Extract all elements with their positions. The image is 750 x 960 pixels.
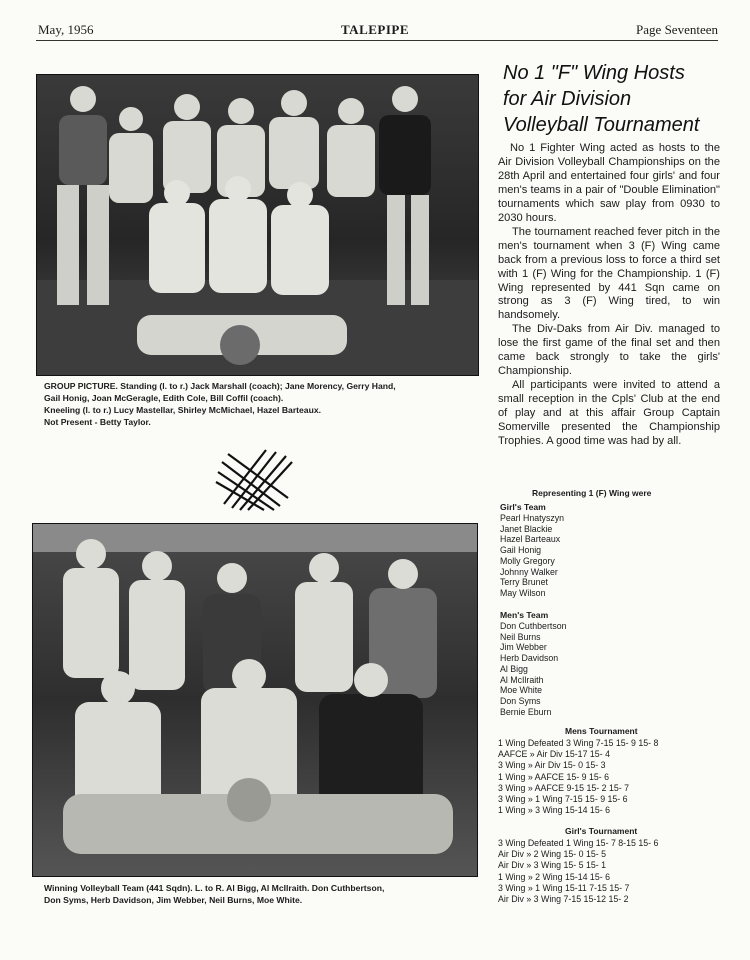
list-item: May Wilson — [500, 587, 546, 598]
list-item: Janet Blackie — [500, 523, 553, 534]
table-row: 1 Wing » 3 Wing 15-14 15- 6 — [498, 805, 610, 816]
caption-line: Not Present - Betty Taylor. — [44, 417, 151, 427]
crosshatch-ornament-icon — [214, 448, 294, 512]
list-item: Hazel Barteaux — [500, 534, 561, 545]
list-item: Al Bigg — [500, 663, 528, 674]
list-item: Herb Davidson — [500, 653, 559, 664]
caption-line: Winning Volleyball Team (441 Sqdn). L. to R. Al Bigg, Al McIlraith. Don Cuthbertson, — [44, 883, 385, 893]
article-paragraph: The Div-Daks from Air Div. managed to lose the first game of the final set and then came back strongly to take the girls' Championship. — [498, 323, 720, 378]
table-row: 1 Wing Defeated 3 Wing 7-15 15- 9 15- 8 — [498, 738, 659, 748]
girls-tournament-title: Girl's Tournament — [565, 826, 638, 836]
article-headline — [503, 60, 723, 138]
list-item: Johnny Walker — [500, 566, 558, 577]
table-row: 3 Wing Defeated 1 Wing 15- 7 8-15 15- 6 — [498, 838, 659, 848]
article-paragraph: All participants were invited to attend a small reception in the Cpls' Club at the end of play and at this affair Group Captain Somerville presented the Championship Trophies. A good time was had by all. — [498, 379, 720, 448]
table-row: Air Div » 3 Wing 15- 5 15- 1 — [498, 860, 607, 871]
table-row: Air Div » 2 Wing 15- 0 15- 5 — [498, 849, 607, 860]
list-item: Neil Burns — [500, 631, 541, 642]
mens-team-heading: Men's Team — [500, 610, 549, 620]
table-row: 1 Wing » 2 Wing 15-14 15- 6 — [498, 871, 610, 882]
list-item: Al McIlraith — [500, 674, 544, 685]
list-item: Don Cuthbertson — [500, 621, 567, 631]
article-paragraph: The tournament reached fever pitch in the men's tournament when 3 (F) Wing came back from a previous loss to force a third set with 1 (F) Wing for the Championship. 1 (F) Wing represented by 441 Sqn came on strong as 3 (F) Wing tired, to win handsomely. — [498, 225, 720, 322]
girls-results-table — [498, 838, 658, 905]
table-row: 1 Wing » AAFCE 15- 9 15- 6 — [498, 771, 609, 782]
article-body — [498, 142, 720, 449]
caption-line: Don Syms, Herb Davidson, Jim Webber, Neil Burns, Moe White. — [44, 895, 303, 905]
list-item: Terry Brunet — [500, 577, 548, 588]
headline-line: Volleyball Tournament — [503, 114, 700, 136]
list-item: Don Syms — [500, 695, 541, 706]
list-item: Jim Webber — [500, 642, 547, 653]
header-rule — [36, 40, 718, 41]
group-photo — [36, 74, 479, 376]
page-number: Page Seventeen — [636, 22, 718, 37]
headline-line: No 1 "F" Wing Hosts — [503, 62, 685, 84]
mens-results-table — [498, 738, 658, 816]
table-row: Air Div » 3 Wing 7-15 15-12 15- 2 — [498, 894, 629, 905]
caption-line: GROUP PICTURE. Standing (l. to r.) Jack Marshall (coach); Jane Morency, Gerry Hand, — [44, 381, 396, 391]
girls-team-heading: Girl's Team — [500, 502, 546, 512]
list-item: Molly Gregory — [500, 555, 555, 566]
caption-line: Kneeling (l. to r.) Lucy Mastellar, Shirley McMichael, Hazel Barteaux. — [44, 405, 321, 415]
magazine-title: TALEPIPE — [340, 22, 410, 37]
issue-date: May, 1956 — [38, 22, 94, 37]
mens-team-list — [500, 621, 567, 717]
list-item: Pearl Hnatyszyn — [500, 513, 565, 523]
table-row: AAFCE » Air Div 15-17 15- 4 — [498, 749, 610, 760]
table-row: 3 Wing » AAFCE 9-15 15- 2 15- 7 — [498, 782, 630, 793]
winning-team-photo — [32, 523, 478, 877]
headline-line: for Air Division — [503, 88, 632, 110]
caption-line: Gail Honig, Joan McGeragle, Edith Cole, Bill Coffil (coach). — [44, 393, 284, 403]
table-row: 3 Wing » 1 Wing 15-11 7-15 15- 7 — [498, 882, 630, 893]
winning-team-caption — [44, 882, 476, 906]
list-item: Bernie Eburn — [500, 706, 552, 717]
article-paragraph: No 1 Fighter Wing acted as hosts to the Air Division Volleyball Championships on the 28th April and entertained four girls' and four men's teams in a pair of "Double Elimination" tournaments which saw play from 0930 to 2030 hours. — [498, 142, 720, 224]
list-item: Moe White — [500, 685, 543, 696]
list-item: Gail Honig — [500, 545, 542, 556]
table-row: 3 Wing » Air Div 15- 0 15- 3 — [498, 760, 606, 771]
roster-title: Representing 1 (F) Wing were — [532, 488, 652, 498]
group-photo-caption — [44, 380, 474, 428]
girls-team-list — [500, 513, 564, 599]
mens-tournament-title: Mens Tournament — [565, 726, 638, 736]
table-row: 3 Wing » 1 Wing 7-15 15- 9 15- 6 — [498, 794, 628, 805]
